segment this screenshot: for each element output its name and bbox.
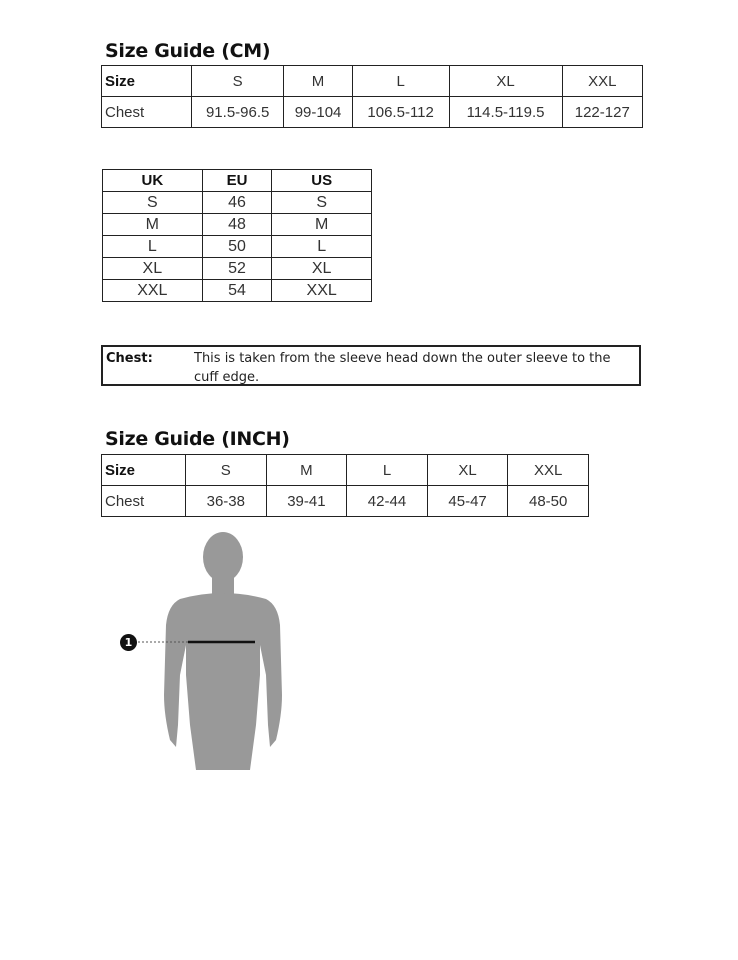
eu-cell: 46: [202, 192, 272, 214]
size-cell: M: [284, 66, 352, 97]
us-cell: XL: [272, 258, 372, 280]
cm-guide-title: Size Guide (CM): [105, 40, 271, 62]
table-row: [102, 455, 589, 486]
size-cell: XXL: [508, 455, 589, 486]
chest-row-label: Chest: [102, 486, 186, 517]
table-row: [103, 170, 372, 192]
table-row: [103, 258, 372, 280]
uk-cell: S: [103, 192, 203, 214]
size-cell: M: [266, 455, 347, 486]
table-row: [103, 214, 372, 236]
chest-note-box: [101, 345, 641, 386]
value-cell: 48-50: [508, 486, 589, 517]
table-row: [102, 66, 643, 97]
table-row: [103, 280, 372, 302]
table-row: [102, 486, 589, 517]
value-cell: 106.5-112: [352, 97, 449, 128]
body-silhouette-icon: [100, 525, 320, 785]
size-cell: L: [347, 455, 428, 486]
value-cell: 91.5-96.5: [192, 97, 284, 128]
eu-cell: 52: [202, 258, 272, 280]
us-cell: XXL: [272, 280, 372, 302]
eu-cell: 48: [202, 214, 272, 236]
size-header-cell: Size: [102, 455, 186, 486]
size-cell: XL: [427, 455, 508, 486]
size-cell: L: [352, 66, 449, 97]
value-cell: 99-104: [284, 97, 352, 128]
us-cell: S: [272, 192, 372, 214]
uk-cell: L: [103, 236, 203, 258]
eu-cell: 54: [202, 280, 272, 302]
table-row: [102, 97, 643, 128]
table-row: [103, 236, 372, 258]
table-row: [103, 192, 372, 214]
measure-marker-1: 1: [120, 634, 137, 651]
uk-cell: XXL: [103, 280, 203, 302]
header-cell: US: [272, 170, 372, 192]
size-cell: XL: [449, 66, 562, 97]
header-cell: UK: [103, 170, 203, 192]
size-conversion-table: [102, 169, 372, 302]
value-cell: 45-47: [427, 486, 508, 517]
us-cell: M: [272, 214, 372, 236]
inch-size-table: [101, 454, 589, 517]
chest-note-text: This is taken from the sleeve head down the outer sleeve to the cuff edge.: [194, 351, 611, 385]
size-cell: S: [192, 66, 284, 97]
value-cell: 122-127: [562, 97, 642, 128]
size-header-cell: Size: [102, 66, 192, 97]
eu-cell: 50: [202, 236, 272, 258]
chest-note-label: Chest:: [106, 351, 153, 366]
uk-cell: M: [103, 214, 203, 236]
us-cell: L: [272, 236, 372, 258]
inch-guide-title: Size Guide (INCH): [105, 428, 290, 450]
value-cell: 36-38: [186, 486, 267, 517]
uk-cell: XL: [103, 258, 203, 280]
value-cell: 114.5-119.5: [449, 97, 562, 128]
value-cell: 42-44: [347, 486, 428, 517]
value-cell: 39-41: [266, 486, 347, 517]
header-cell: EU: [202, 170, 272, 192]
size-cell: S: [186, 455, 267, 486]
chest-row-label: Chest: [102, 97, 192, 128]
size-cell: XXL: [562, 66, 642, 97]
cm-size-table: [101, 65, 643, 128]
